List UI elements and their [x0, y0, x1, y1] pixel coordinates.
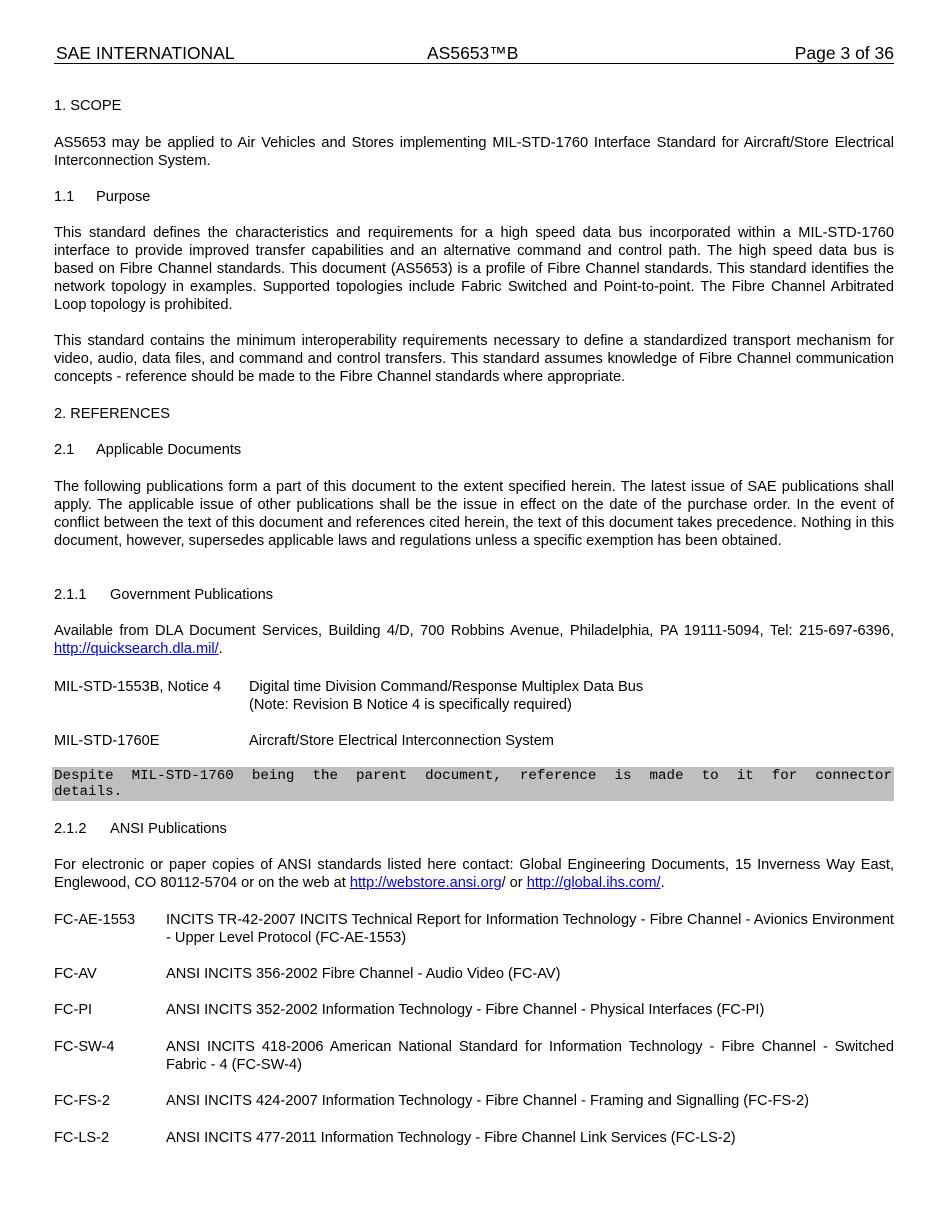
gov-ref-title-text: Digital time Division Command/Response Multiplex Data Bus	[249, 679, 644, 695]
ansi-ref-id: FC-AE-1553	[54, 912, 136, 928]
ansi-text-body: For electronic or paper copies of ANSI standards listed here contact: Global Engineering Documents, 15 Inverness Way East, Englewood, CO 80112-5704 or on the web at	[54, 857, 894, 891]
applicable-title: Applicable Documents	[96, 442, 242, 458]
note-word: reference	[519, 768, 597, 784]
note-word: the	[312, 768, 338, 784]
note-line-1	[52, 768, 894, 784]
applicable-text: The following publications form a part of this document to the extent specified herein. The latest issue of SAE publications shall apply. The applicable issue of other publications shall be the issue in effect on the date of the purchase order. In the event of conflict between the text of this document and references cited herein, the text of this document takes precedence. Nothing in this document, however, supersedes applicable laws and regulations unless a specific exemption has been obtained.	[54, 479, 894, 549]
government-text	[54, 622, 894, 658]
ansi-ref-row	[54, 1038, 894, 1074]
header-org: SAE INTERNATIONAL	[56, 43, 235, 63]
applicable-heading	[54, 441, 894, 459]
government-text-body: Available from DLA Document Services, Building 4/D, 700 Robbins Avenue, Philadelphia, PA 19111-5094, Tel: 215-697-6396,	[54, 623, 894, 639]
ansi-webstore-link[interactable]: http://webstore.ansi.org	[349, 875, 502, 891]
note-line-2: details.	[54, 784, 123, 800]
ansi-ref-id: FC-FS-2	[54, 1093, 110, 1109]
note-word: parent	[356, 768, 408, 784]
note-word: is	[614, 768, 632, 784]
page-header	[54, 43, 894, 64]
ansi-ref-title: INCITS TR-42-2007 INCITS Technical Report for Information Technology - Fibre Channel - Avionics Environment - Upper Level Protocol (FC-AE-1553)	[166, 912, 894, 946]
header-doc-id: AS5653™B	[427, 43, 519, 63]
note-word: for	[771, 768, 798, 784]
gov-ref-title	[249, 678, 643, 714]
note-word: made	[649, 768, 684, 784]
gov-ref-row	[54, 678, 894, 714]
gov-ref-row	[54, 732, 894, 750]
ansi-ref-title: ANSI INCITS 424-2007 Information Technology - Fibre Channel - Framing and Signalling (FC-FS-2)	[166, 1093, 809, 1109]
gov-ref-note: (Note: Revision B Notice 4 is specifically required)	[249, 697, 572, 713]
ansi-text	[54, 856, 894, 892]
ansi-ref-title: ANSI INCITS 356-2002 Fibre Channel - Audio Video (FC-AV)	[166, 966, 561, 982]
scope-heading: 1. SCOPE	[54, 98, 122, 114]
ansi-ref-title: ANSI INCITS 352-2002 Information Technology - Fibre Channel - Physical Interfaces (FC-PI)	[166, 1002, 765, 1018]
government-heading	[54, 586, 894, 604]
note-word: connector	[815, 768, 892, 784]
government-number: 2.1.1	[54, 587, 87, 603]
ansi-ref-title: ANSI INCITS 418-2006 American National Standard for Information Technology - Fibre Channel - Switched Fabric - 4 (FC-SW-4)	[166, 1039, 894, 1073]
highlighted-note	[52, 767, 894, 801]
purpose-paragraph-1: This standard defines the characteristics and requirements for a high speed data bus incorporated within a MIL-STD-1760 interface to provide improved transfer capabilities and an alternative command and control path. The high speed data bus is based on Fibre Channel standards. This document (AS5653) is a profile of Fibre Channel standards. This standard identifies the network topology in examples. Supported topologies include Fabric Switched and Point-to-point. The Fibre Channel Arbitrated Loop topology is prohibited.	[54, 225, 894, 313]
note-word: being	[251, 768, 295, 784]
ansi-text-mid: / or	[501, 875, 527, 891]
note-word: it	[736, 768, 754, 784]
gov-ref-id: MIL-STD-1553B, Notice 4	[54, 679, 222, 695]
ansi-ref-row	[54, 911, 894, 947]
ansi-heading	[54, 820, 894, 838]
government-title: Government Publications	[110, 587, 274, 603]
purpose-number: 1.1	[54, 189, 75, 205]
scope-text: AS5653 may be applied to Air Vehicles and Stores implementing MIL-STD-1760 Interface Standard for Aircraft/Store Electrical Interconnection System.	[54, 135, 894, 169]
ansi-ref-id: FC-PI	[54, 1002, 93, 1018]
note-word: to	[701, 768, 719, 784]
ansi-ref-id: FC-SW-4	[54, 1039, 115, 1055]
note-word: MIL-STD-1760	[131, 768, 234, 784]
applicable-number: 2.1	[54, 442, 75, 458]
references-heading: 2. REFERENCES	[54, 406, 170, 422]
purpose-heading	[54, 188, 894, 206]
gov-ref-id: MIL-STD-1760E	[54, 733, 160, 749]
purpose-paragraph-2: This standard contains the minimum interoperability requirements necessary to define a standardized transport mechanism for video, audio, data files, and command and control transfers. This standard assumes knowledge of Fibre Channel communication concepts - reference should be made to the Fibre Channel standards where appropriate.	[54, 333, 894, 385]
purpose-title: Purpose	[96, 189, 151, 205]
gov-ref-title: Aircraft/Store Electrical Interconnection System	[249, 733, 554, 749]
ansi-number: 2.1.2	[54, 821, 87, 837]
ansi-ref-id: FC-AV	[54, 966, 97, 982]
ansi-ref-id: FC-LS-2	[54, 1130, 110, 1146]
ihs-link[interactable]: http://global.ihs.com/	[526, 875, 661, 891]
header-page-number: Page 3 of 36	[794, 43, 894, 63]
ansi-ref-title: ANSI INCITS 477-2011 Information Technology - Fibre Channel Link Services (FC-LS-2)	[166, 1130, 736, 1146]
ansi-title: ANSI Publications	[110, 821, 227, 837]
ansi-text-end: .	[660, 875, 665, 891]
note-word: Despite	[54, 768, 114, 784]
dla-link[interactable]: http://quicksearch.dla.mil/	[54, 641, 219, 657]
government-text-end: .	[218, 641, 223, 657]
note-word: document,	[425, 768, 502, 784]
